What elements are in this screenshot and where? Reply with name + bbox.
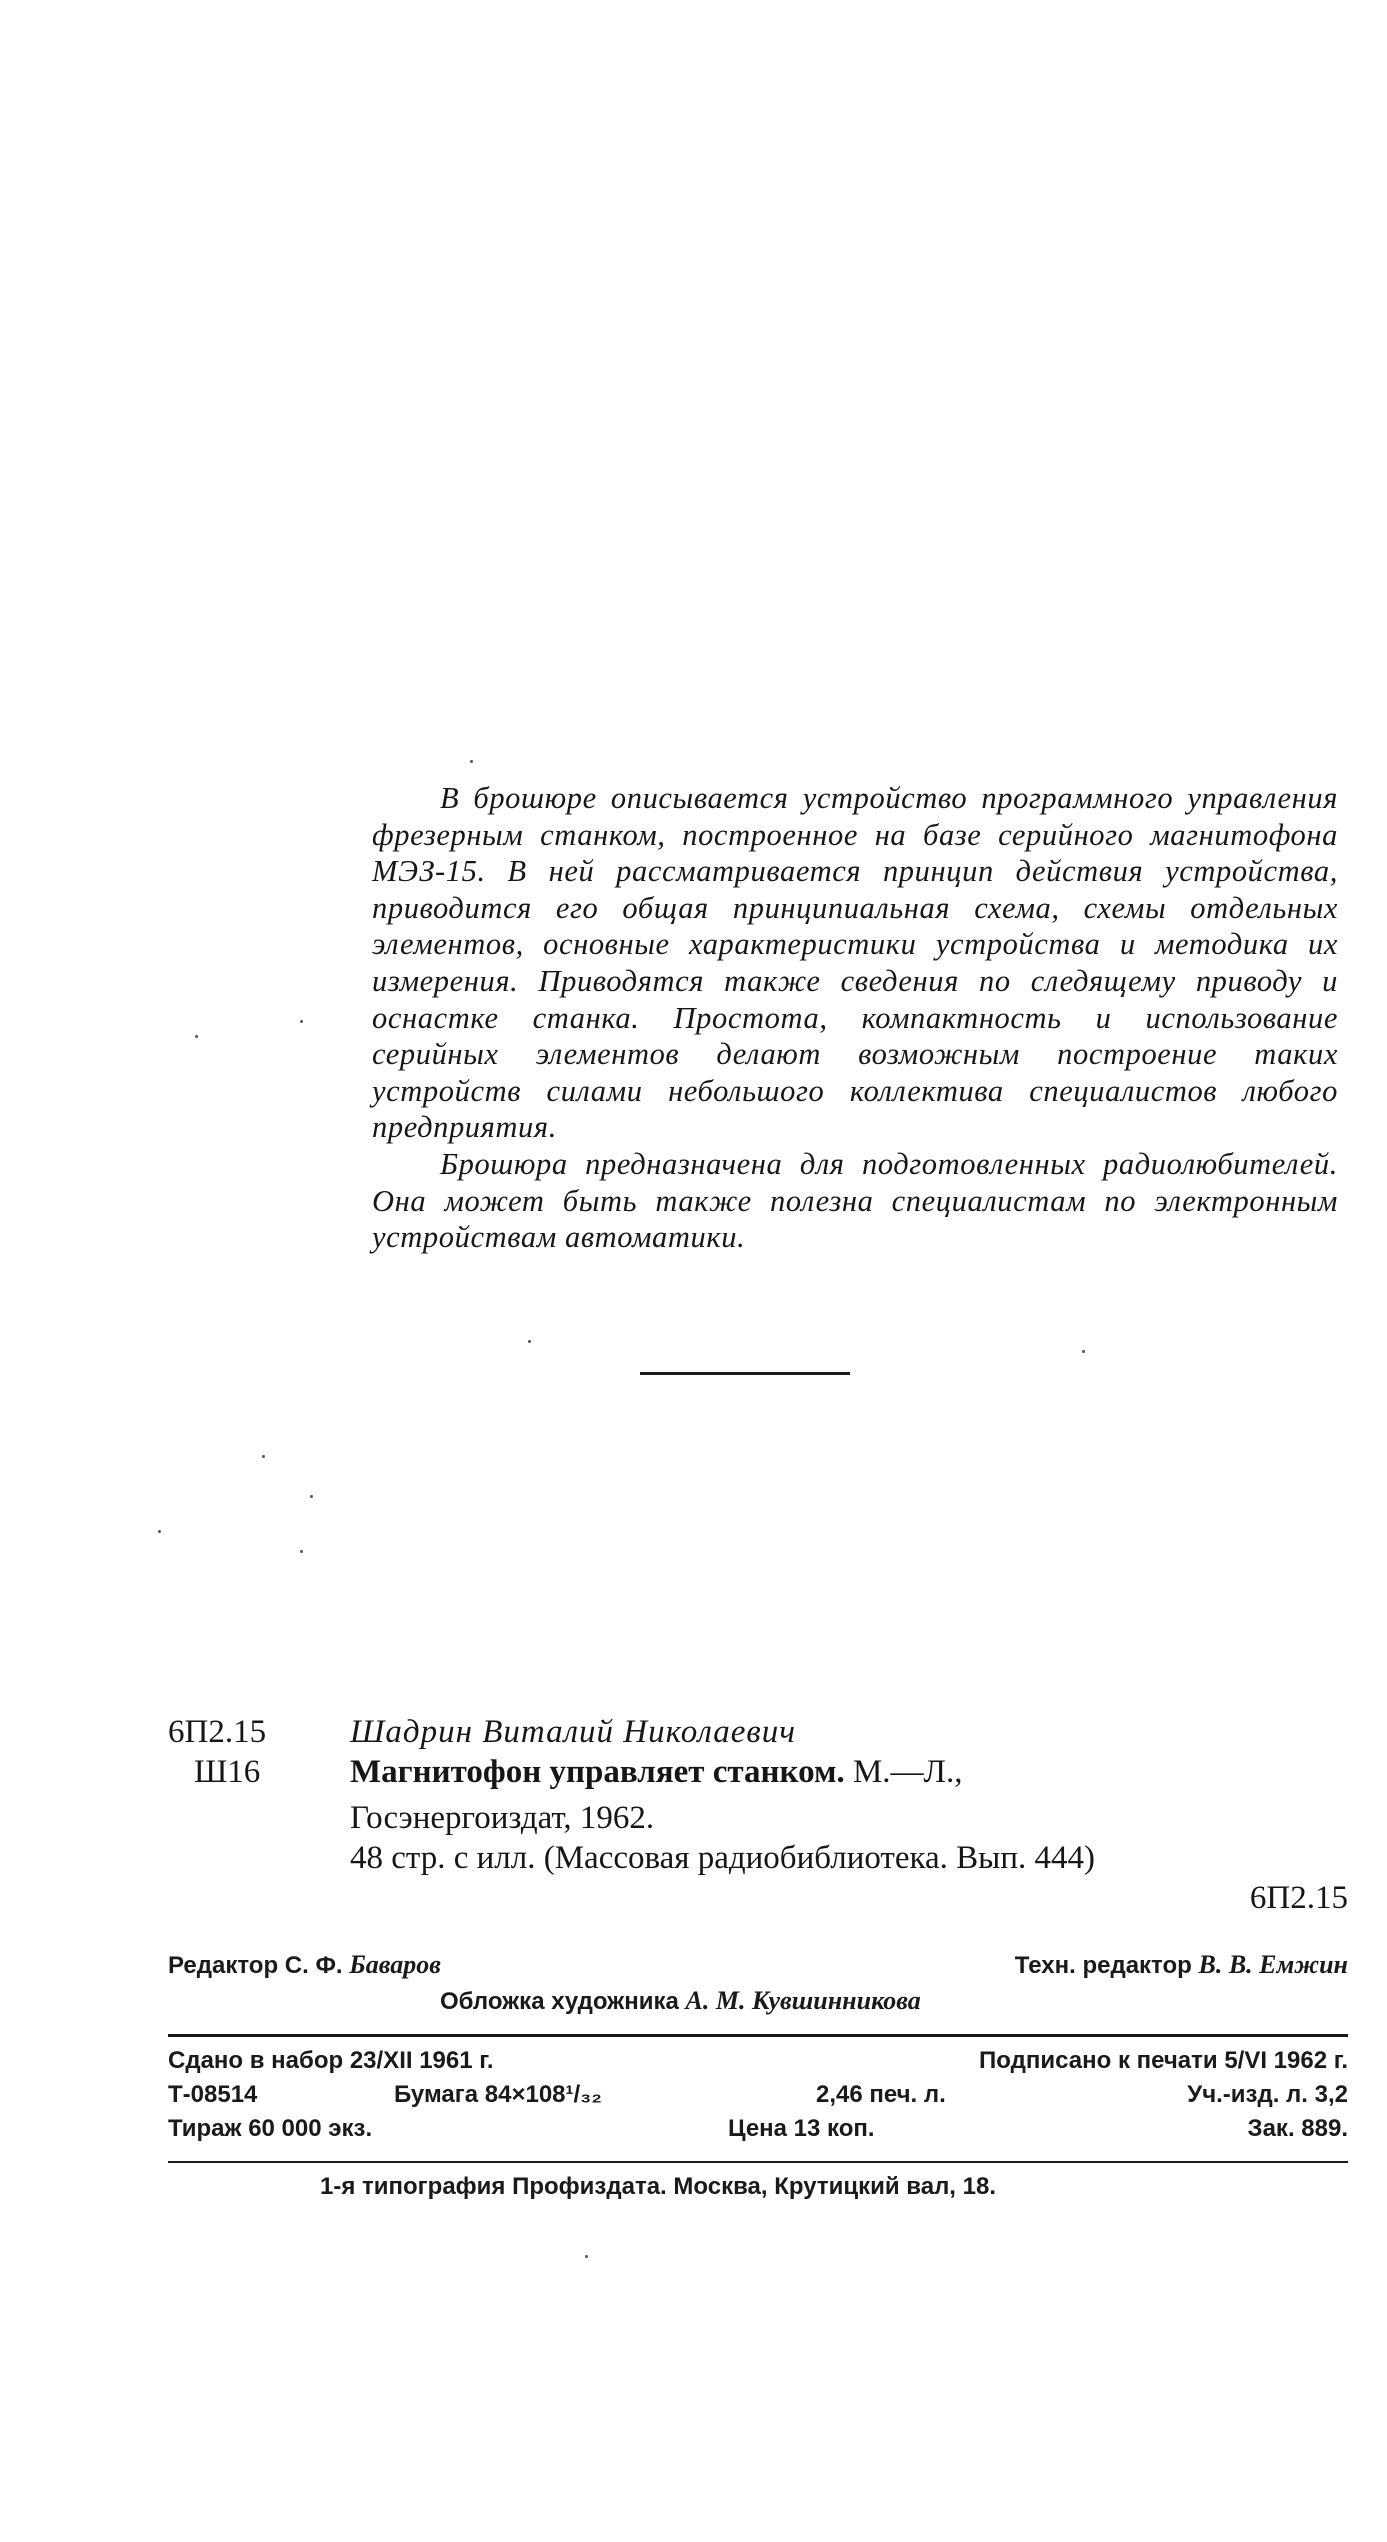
cover-label: Обложка художника bbox=[440, 1988, 679, 2015]
scan-speck bbox=[1082, 1350, 1085, 1353]
imprint-row-3 bbox=[168, 2115, 1348, 2149]
cover-artist bbox=[440, 1986, 921, 2016]
annotation-paragraph-2: Брошюра предназначена для подготовленных радиолюбителей. Она может быть также полезна специалистам по электронным устройствам автоматики. bbox=[372, 1146, 1338, 1255]
scan-speck bbox=[195, 1035, 198, 1038]
biblio-row-description bbox=[168, 1838, 1348, 1878]
paper-format: Бумага 84×108¹/₃₂ bbox=[394, 2081, 602, 2108]
tech-editor bbox=[1015, 1950, 1348, 1980]
printer-line bbox=[168, 2173, 1348, 2209]
imprint-block bbox=[168, 1950, 1348, 2209]
scan-speck bbox=[300, 1550, 303, 1553]
biblio-row-publisher bbox=[168, 1798, 1348, 1838]
scan-speck bbox=[262, 1455, 265, 1458]
publisher: Госэнергоиздат, 1962. bbox=[350, 1800, 655, 1836]
scan-speck bbox=[300, 1020, 303, 1023]
cover-artist-name: А. М. Кувшинникова bbox=[685, 1986, 921, 2015]
signed-to-print: Подписано к печати 5/VI 1962 г. bbox=[979, 2047, 1348, 2074]
scan-speck bbox=[470, 760, 473, 763]
print-run: Тираж 60 000 экз. bbox=[168, 2115, 373, 2142]
editors-row bbox=[168, 1950, 1348, 1986]
scan-speck bbox=[310, 1495, 313, 1498]
author-name: Шадрин Виталий Николаевич bbox=[350, 1714, 796, 1750]
annotation-text bbox=[372, 780, 1338, 1256]
editor-label: Редактор С. Ф. bbox=[168, 1952, 343, 1979]
printed-sheets: 2,46 печ. л. bbox=[816, 2081, 946, 2108]
book-title: Магнитофон управляет станком. bbox=[350, 1754, 845, 1790]
imprint-row-2 bbox=[168, 2081, 1348, 2115]
annotation-paragraph-1: В брошюре описывается устройство программного управления фрезерным станком, построенное на базе серийного магнитофона МЭЗ-15. В ней рассматривается принцип действия устройства, приводится его общая принципиальная схема, схемы отдельных элементов, основные характеристики устройства и методика их измерения. Приводятся также сведения по следящему приводу и оснастке станка. Простота, компактность и использование серийных элементов делают возможным построение таких устройств силами небольшого коллектива специалистов любого предприятия. bbox=[372, 781, 1338, 1145]
order-number: Зак. 889. bbox=[1247, 2115, 1348, 2142]
publisher-sheets: Уч.-изд. л. 3,2 bbox=[1187, 2081, 1348, 2108]
physical-description: 48 стр. с илл. (Массовая радиобиблиотека. Вып. 444) bbox=[350, 1840, 1095, 1876]
imprint-bottom-rule bbox=[168, 2161, 1348, 2163]
publication-place: М.—Л., bbox=[852, 1754, 963, 1790]
price: Цена 13 коп. bbox=[728, 2115, 875, 2142]
sent-to-typesetting: Сдано в набор 23/XII 1961 г. bbox=[168, 2047, 494, 2074]
cover-row bbox=[168, 1986, 1348, 2022]
biblio-row-title bbox=[168, 1752, 1348, 1792]
biblio-row-author bbox=[168, 1712, 1348, 1752]
editor-name: Баваров bbox=[349, 1950, 441, 1979]
editor bbox=[168, 1950, 441, 1980]
imprint-row-1 bbox=[168, 2047, 1348, 2081]
section-divider bbox=[640, 1372, 850, 1375]
order-code: Т-08514 bbox=[168, 2081, 258, 2108]
imprint-top-rule bbox=[168, 2034, 1348, 2037]
scan-speck bbox=[158, 1530, 161, 1533]
scan-speck bbox=[528, 1340, 531, 1343]
title-line bbox=[350, 1752, 962, 1792]
classification-code: 6П2.15 bbox=[168, 1714, 267, 1750]
scan-speck bbox=[585, 2255, 588, 2258]
bibliographic-card bbox=[168, 1712, 1348, 1918]
printer-info: 1-я типография Профиздата. Москва, Крутицкий вал, 18. bbox=[320, 2173, 997, 2200]
biblio-row-code bbox=[168, 1878, 1348, 1918]
classification-code-right: 6П2.15 bbox=[1249, 1880, 1348, 1916]
tech-editor-label: Техн. редактор bbox=[1014, 1952, 1192, 1979]
tech-editor-name: В. В. Емжин bbox=[1198, 1950, 1348, 1979]
author-mark: Ш16 bbox=[194, 1754, 261, 1790]
